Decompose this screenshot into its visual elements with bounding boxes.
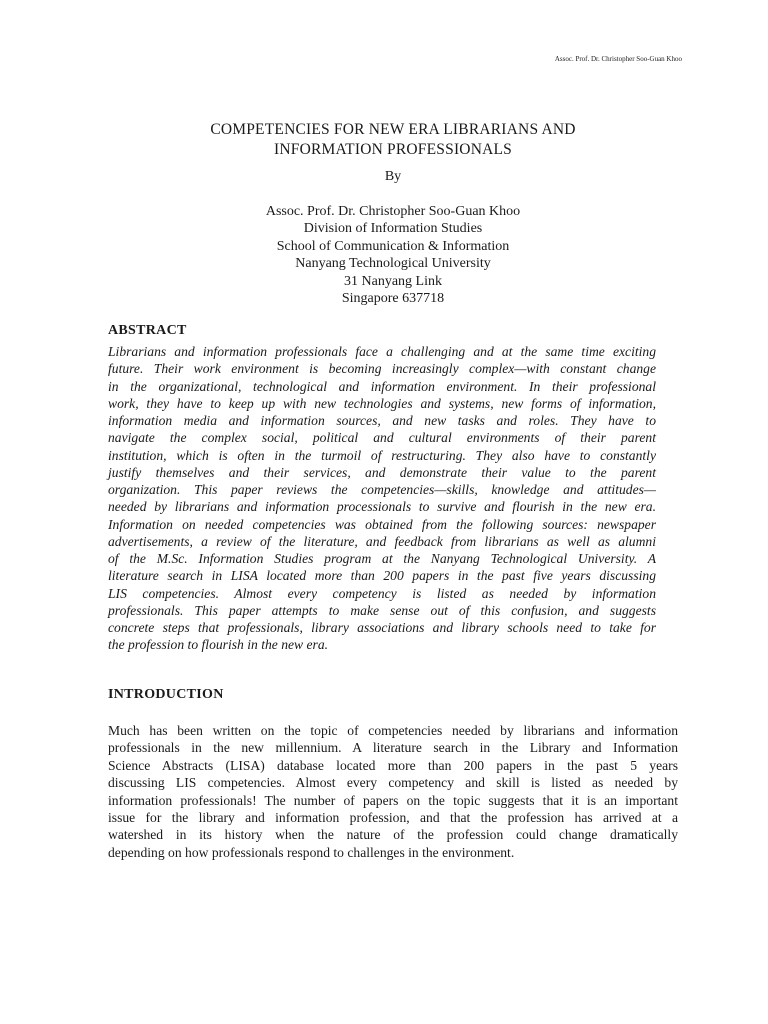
abstract-heading: ABSTRACT <box>108 323 187 338</box>
abstract-line: literature search in LISA located more than 200 papers in the past five years discussing <box>108 568 656 584</box>
abstract-line: advertisements, a review of the literature, and feedback from librarians as well as alumni <box>108 533 656 549</box>
abstract-line: LIS competencies. Almost every competency is listed as needed by information <box>108 585 656 601</box>
abstract-text <box>108 343 656 654</box>
paper-title-line: INFORMATION PROFESSIONALS <box>274 141 512 159</box>
introduction-line: issue for the library and information profession, and that the profession has arrived at a <box>108 810 678 826</box>
abstract-line: information media and information sources, and new tasks and roles. They have to <box>108 413 656 428</box>
abstract-line: institution, which is often in the turmoil of restructuring. They also have to constantly <box>108 447 656 463</box>
author-division: Division of Information Studies <box>303 221 483 237</box>
running-head: Assoc. Prof. Dr. Christopher Soo-Guan Khoo <box>554 55 682 63</box>
introduction-line: Science Abstracts (LISA) database located more than 200 papers in the past 5 years <box>108 757 678 773</box>
abstract-line: the profession to flourish in the new era. <box>108 637 329 653</box>
byline: By <box>384 169 402 184</box>
paper-title <box>0 120 768 160</box>
abstract-line: concrete steps that professionals, library associations and library schools need to take for <box>108 620 656 635</box>
introduction-line: professionals in the new millennium. A literature search in the Library and Information <box>108 740 678 756</box>
abstract-line: future. Their work environment is becoming increasingly complex—with constant change <box>108 361 656 377</box>
abstract-line: work, they have to keep up with new technologies and systems, new forms of information, <box>108 395 656 411</box>
author-name: Assoc. Prof. Dr. Christopher Soo-Guan Khoo <box>265 204 521 219</box>
author-city: Singapore 637718 <box>341 291 445 307</box>
abstract-line: needed by librarians and information processionals to survive and flourish in the new era. <box>108 499 656 515</box>
abstract-line: justify themselves and their services, and demonstrate their value to the parent <box>108 464 656 480</box>
introduction-line: information professionals! The number of papers on the topic suggests that it is an important <box>108 792 678 808</box>
introduction-line: discussing LIS competencies. Almost every competency and skill is listed as needed by <box>108 775 678 791</box>
abstract-line: navigate the complex social, political and cultural environments of their parent <box>108 430 656 446</box>
introduction-line: watershed in its history when the nature of the profession could change dramatically <box>108 827 678 843</box>
abstract-line: of the M.Sc. Information Studies program at the Nanyang Technological University. A <box>108 551 656 566</box>
introduction-line: Much has been written on the topic of competencies needed by librarians and information <box>108 723 678 738</box>
introduction-line: depending on how professionals respond to challenges in the environment. <box>108 844 515 860</box>
introduction-text <box>108 722 678 861</box>
abstract-line: in the organizational, technological and information environment. In their professional <box>108 378 656 394</box>
abstract-line: professionals. This paper attempts to make sense out of this confusion, and suggests <box>108 602 656 618</box>
author-university: Nanyang Technological University <box>295 256 491 272</box>
paper-title-line: COMPETENCIES FOR NEW ERA LIBRARIANS AND <box>210 121 576 139</box>
abstract-line: Information on needed competencies was obtained from the following sources: newspaper <box>108 516 656 532</box>
abstract-line: organization. This paper reviews the competencies—skills, knowledge and attitudes— <box>108 482 656 497</box>
author-street: 31 Nanyang Link <box>344 273 442 289</box>
introduction-heading: INTRODUCTION <box>108 687 224 702</box>
abstract-line: Librarians and information professionals face a challenging and at the same time exciting <box>108 344 656 359</box>
author-affiliation <box>0 203 768 307</box>
author-school: School of Communication & Information <box>276 238 510 254</box>
